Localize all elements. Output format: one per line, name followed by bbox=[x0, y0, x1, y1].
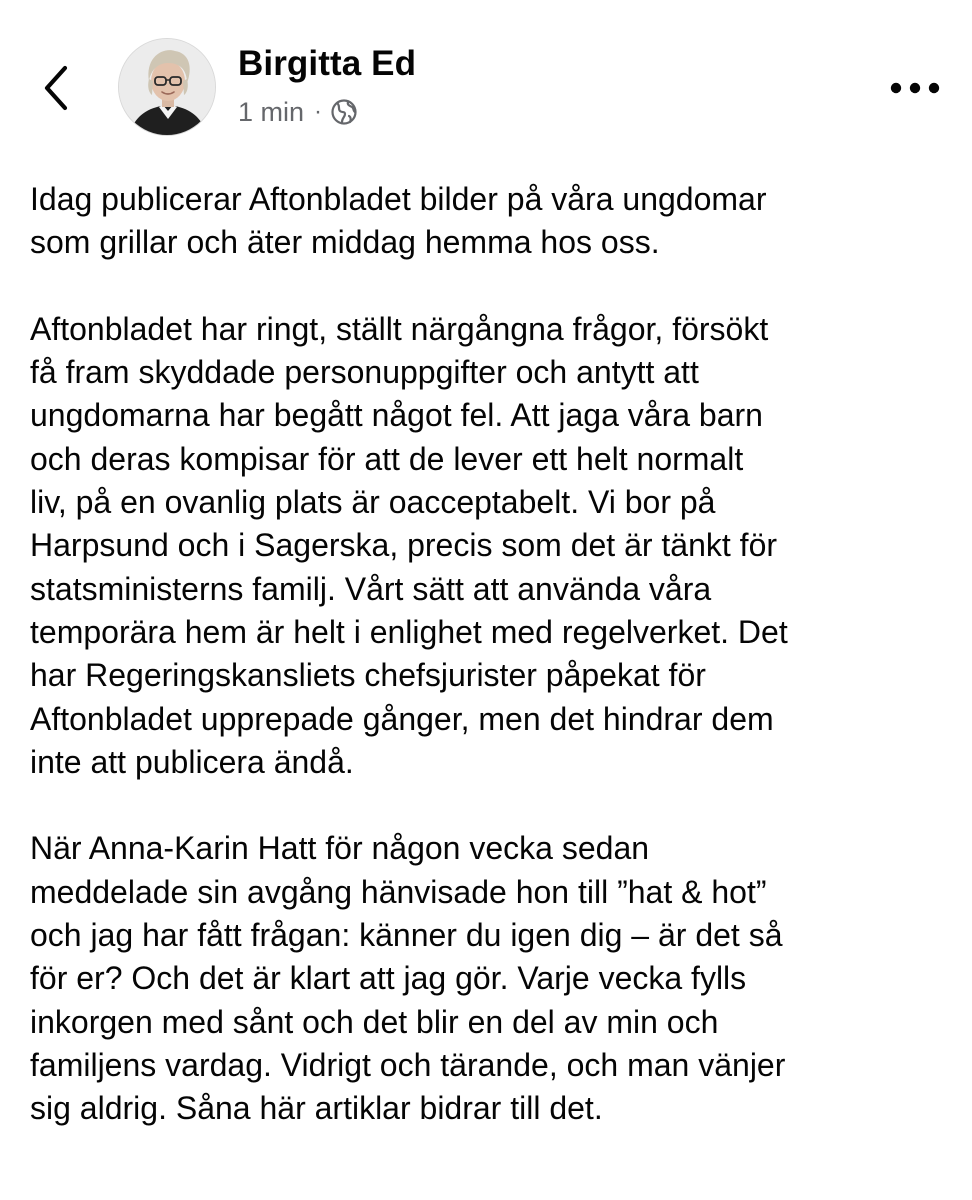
post-text-line: för er? Och det är klart att jag gör. Varje vecka fylls bbox=[30, 960, 747, 997]
more-options-button[interactable] bbox=[884, 70, 946, 106]
globe-icon bbox=[330, 98, 358, 126]
post-text-line: När Anna-Karin Hatt för någon vecka sedan bbox=[30, 830, 650, 867]
post-paragraph bbox=[30, 827, 950, 1130]
post-text-line: inkorgen med sånt och det blir en del av min och bbox=[30, 1003, 719, 1040]
post-text-line: inte att publicera ändå. bbox=[30, 743, 354, 780]
more-horizontal-icon bbox=[887, 81, 943, 95]
post-text-line: Idag publicerar Aftonbladet bilder på våra ungdomar bbox=[30, 181, 767, 217]
post-text-line: och deras kompisar för att de lever ett helt normalt bbox=[30, 440, 744, 477]
post-text-line: som grillar och äter middag hemma hos oss. bbox=[30, 224, 660, 261]
post-text-line: familjens vardag. Vidrigt och tärande, och man vänjer bbox=[30, 1046, 786, 1083]
avatar-photo bbox=[119, 39, 216, 136]
post-text-line: meddelade sin avgång hänvisade hon till ”hat & hot” bbox=[30, 873, 767, 910]
meta-separator: · bbox=[314, 98, 323, 125]
post-text bbox=[30, 178, 950, 1174]
post-text-line: statsministerns familj. Vårt sätt att använda våra bbox=[30, 570, 712, 607]
post-meta bbox=[238, 94, 358, 130]
post-text-line: liv, på en ovanlig plats är oacceptabelt. Vi bor på bbox=[30, 484, 716, 521]
post-text-line: temporära hem är helt i enlighet med regelverket. Det bbox=[30, 613, 788, 650]
post-timestamp[interactable]: 1 min bbox=[238, 96, 305, 127]
post-header bbox=[0, 0, 972, 160]
post-paragraph bbox=[30, 178, 950, 265]
post-paragraph bbox=[30, 308, 950, 784]
post-text-line: Aftonbladet har ringt, ställt närgångna frågor, försökt bbox=[30, 310, 769, 347]
post-text-line: sig aldrig. Såna här artiklar bidrar till det. bbox=[30, 1090, 603, 1127]
post-text-line: ungdomarna har begått något fel. Att jaga våra barn bbox=[30, 397, 763, 434]
post-text-line: och jag har fått frågan: känner du igen dig – är det så bbox=[30, 917, 783, 954]
chevron-left-icon bbox=[41, 64, 71, 112]
avatar[interactable] bbox=[118, 38, 216, 136]
post-text-line: Aftonbladet upprepade gånger, men det hindrar dem bbox=[30, 700, 774, 737]
post-text-line: få fram skyddade personuppgifter och antytt att bbox=[30, 354, 699, 391]
post-text-line: har Regeringskansliets chefsjurister påpekat för bbox=[30, 657, 706, 694]
back-button[interactable] bbox=[30, 58, 82, 118]
author-name[interactable]: Birgitta Ed bbox=[238, 44, 417, 83]
post-text-line: Harpsund och i Sagerska, precis som det är tänkt för bbox=[30, 527, 778, 564]
